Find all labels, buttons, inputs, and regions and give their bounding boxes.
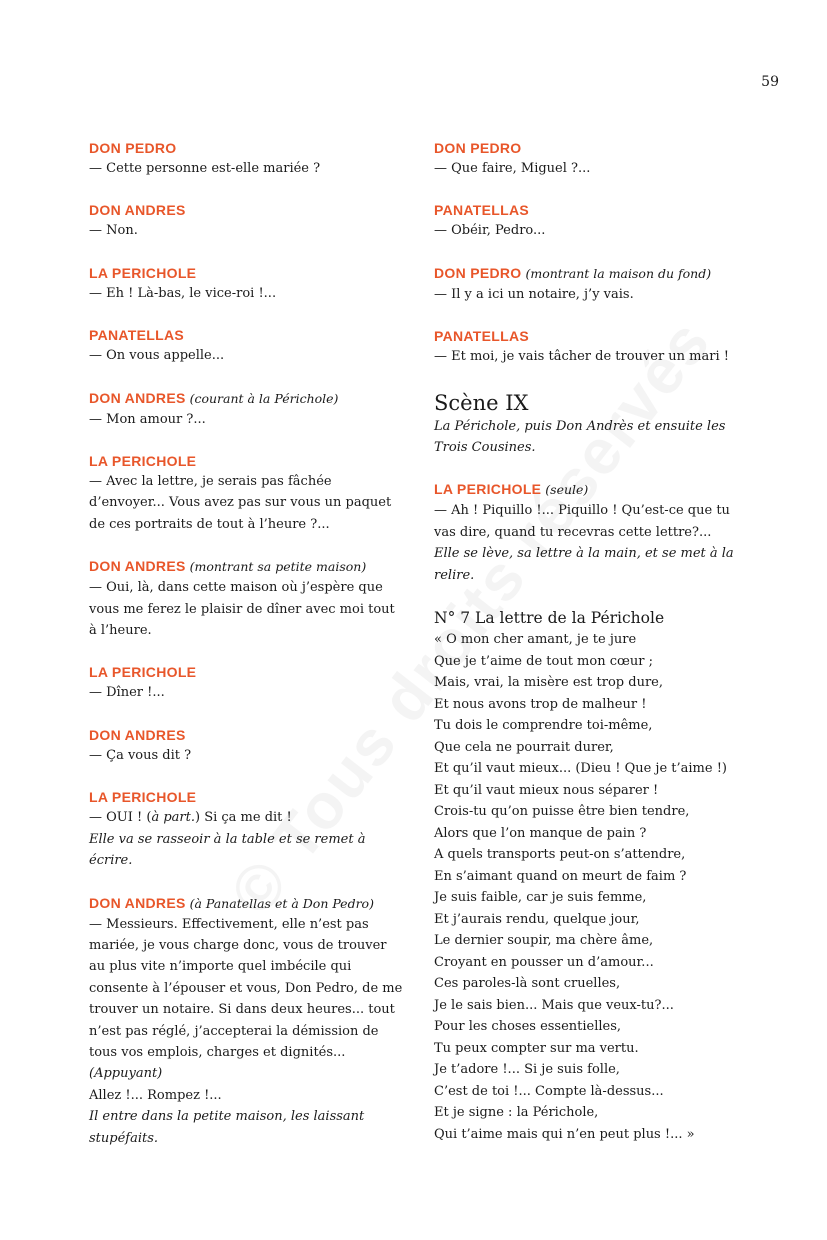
speaker-label: DON PEDRO <box>434 140 522 156</box>
dialogue-block <box>89 787 404 871</box>
verse-line: Je suis faible, car je suis femme, <box>434 890 647 906</box>
verse-line: Qui t’aime mais qui n’en peut plus !... » <box>434 1126 695 1142</box>
speaker-name <box>434 263 774 284</box>
dialogue-line: — Ça vous dit ? <box>89 747 192 763</box>
dialogue-line: — Mon amour ?... <box>89 411 206 427</box>
stage-direction: (à Panatellas et à Don Pedro) <box>185 895 374 911</box>
speaker-name <box>434 479 774 500</box>
dialogue-line: Elle va se rasseoir à la table et se remet à écrire. <box>89 831 366 869</box>
right-dialogue-after-scene <box>434 479 774 586</box>
speaker-label: DON ANDRES <box>89 894 186 911</box>
dialogue-block <box>89 662 404 703</box>
dialogue-line: au plus vite n’importe quel imbécile qui <box>89 959 352 975</box>
verse-line: Et qu’il vaut mieux nous séparer ! <box>434 782 659 798</box>
song-title: N° 7 La lettre de la Périchole <box>434 609 665 628</box>
verse-line: Tu peux compter sur ma vertu. <box>434 1040 639 1056</box>
speaker-label: PANATELLAS <box>434 202 530 219</box>
dialogue-line: mariée, je vous charge donc, vous de trouver <box>89 937 387 953</box>
dialogue-block <box>434 326 774 367</box>
speaker-name <box>89 325 404 345</box>
verse-line: Je le sais bien... Mais que veux-tu?... <box>434 997 674 1013</box>
verse-line: Je t’adore !... Si je suis folle, <box>434 1062 620 1078</box>
left-column <box>89 138 404 1170</box>
speaker-label: DON ANDRES <box>89 726 186 743</box>
dialogue-line: — Eh ! Là-bas, le vice-roi !... <box>89 285 277 301</box>
dialogue-line: Il entre dans la petite maison, les laissant <box>89 1109 365 1125</box>
page-number: 59 <box>761 74 779 90</box>
dialogue-line: trouver un notaire. Si dans deux heures... tout <box>89 1002 395 1018</box>
speaker-label: LA PERICHOLE <box>89 264 197 281</box>
verse-line: Croyant en pousser un d’amour... <box>434 954 654 970</box>
dialogue-block <box>89 725 404 766</box>
dialogue-block <box>434 479 774 586</box>
speaker-label: LA PERICHOLE <box>434 481 542 498</box>
speaker-name <box>89 263 404 283</box>
dialogue-line: à l’heure. <box>89 623 152 639</box>
speaker-name <box>434 326 774 346</box>
speaker-label: DON ANDRES <box>89 202 186 219</box>
stage-direction: (montrant la maison du fond) <box>521 265 712 281</box>
dialogue-line: — Messieurs. Effectivement, elle n’est pas <box>89 916 369 932</box>
speaker-label: DON PEDRO <box>434 264 522 281</box>
dialogue-block <box>89 138 404 179</box>
speaker-name <box>89 556 404 577</box>
dialogue-line: — Ah ! Piquillo !... Piquillo ! Qu’est-ce que tu <box>434 503 730 519</box>
verse-line: C’est de toi !... Compte là-dessus... <box>434 1083 664 1099</box>
speaker-label: DON ANDRES <box>89 389 186 406</box>
dialogue-line: vas dire, quand tu recevras cette lettre?... <box>434 524 712 540</box>
dialogue-line: Allez !... Rompez !... <box>89 1087 222 1103</box>
verse-line: Mais, vrai, la misère est trop dure, <box>434 675 663 691</box>
dialogue-line: vous me ferez le plaisir de dîner avec moi tout <box>89 601 395 617</box>
dialogue-line: — On vous appelle... <box>89 348 225 364</box>
speaker-name <box>89 451 404 471</box>
dialogue-line: — Avec la lettre, je serais pas fâchée <box>89 474 332 490</box>
verse-line: Ces paroles-là sont cruelles, <box>434 976 621 992</box>
dialogue-line: de ces portraits de tout à l’heure ?... <box>89 516 330 532</box>
scene-subtitle-line: Trois Cousines. <box>434 440 536 456</box>
verse-line: Pour les choses essentielles, <box>434 1019 622 1035</box>
dialogue-block <box>89 388 404 430</box>
dialogue-block <box>89 200 404 241</box>
speaker-name <box>89 787 404 807</box>
dialogue-line: — Et moi, je vais tâcher de trouver un mari ! <box>434 349 729 365</box>
dialogue-block <box>434 200 774 241</box>
verse-line: Alors que l’on manque de pain ? <box>434 825 647 841</box>
scene-subtitle <box>434 416 774 459</box>
dialogue-line: — OUI ! (à part.) Si ça me dit ! <box>89 810 292 826</box>
stage-direction: (courant à la Périchole) <box>185 390 339 406</box>
dialogue-line: — Dîner !... <box>89 685 165 701</box>
speaker-label: DON PEDRO <box>89 140 177 156</box>
verse-line: Et qu’il vaut mieux... (Dieu ! Que je t’aime !) <box>434 761 727 777</box>
dialogue-line: consente à l’épouser et vous, Don Pedro, de me <box>89 980 403 996</box>
right-dialogue <box>434 138 774 368</box>
dialogue-block <box>89 451 404 535</box>
dialogue-line: — Il y a ici un notaire, j’y vais. <box>434 286 634 302</box>
dialogue-line: n’est pas réglé, j’accepterai la démission de <box>89 1023 379 1039</box>
verse-line: En s’aimant quand on meurt de faim ? <box>434 868 687 884</box>
speaker-name <box>89 388 404 409</box>
scene-subtitle-line: La Périchole, puis Don Andrès et ensuite les <box>434 418 726 434</box>
speaker-label: PANATELLAS <box>434 328 530 345</box>
dialogue-line: (Appuyant) <box>89 1066 163 1082</box>
dialogue-line: stupéfaits. <box>89 1130 159 1146</box>
speaker-label: LA PERICHOLE <box>89 664 197 681</box>
verse-line: Crois-tu qu’on puisse être bien tendre, <box>434 804 690 820</box>
dialogue-line: — Obéir, Pedro... <box>434 223 546 239</box>
speaker-name <box>89 662 404 682</box>
verse-line: Et je signe : la Périchole, <box>434 1105 599 1121</box>
speaker-name <box>89 725 404 745</box>
dialogue-line: — Cette personne est-elle mariée ? <box>89 161 321 176</box>
verse-line: « O mon cher amant, je te jure <box>434 632 637 648</box>
speaker-name <box>434 138 774 158</box>
speaker-label: PANATELLAS <box>89 327 185 344</box>
dialogue-line: — Non. <box>89 223 138 239</box>
verse-line: A quels transports peut-on s’attendre, <box>434 847 686 863</box>
song-verses <box>434 629 774 1145</box>
speaker-name <box>89 138 404 158</box>
scene-title: Scène IX <box>434 390 529 415</box>
speaker-name <box>89 893 404 914</box>
dialogue-line: d’envoyer... Vous avez pas sur vous un paquet <box>89 495 392 511</box>
verse-line: Et nous avons trop de malheur ! <box>434 696 647 712</box>
stage-direction: (seule) <box>541 482 589 498</box>
verse-line: Le dernier soupir, ma chère âme, <box>434 933 654 949</box>
speaker-label: LA PERICHOLE <box>89 453 197 470</box>
stage-direction: (montrant sa petite maison) <box>185 559 367 575</box>
speaker-name <box>434 200 774 220</box>
verse-line: Et j’aurais rendu, quelque jour, <box>434 911 640 927</box>
dialogue-block <box>434 263 774 305</box>
dialogue-line: — Oui, là, dans cette maison où j’espère que <box>89 580 383 596</box>
dialogue-block <box>89 893 404 1149</box>
dialogue-block <box>89 556 404 641</box>
dialogue-block <box>89 325 404 366</box>
speaker-label: LA PERICHOLE <box>89 789 197 806</box>
dialogue-block <box>89 263 404 304</box>
speaker-name <box>89 200 404 220</box>
verse-line: Que cela ne pourrait durer, <box>434 739 614 755</box>
dialogue-line: tous vos emplois, charges et dignités... <box>89 1044 346 1060</box>
speaker-label: DON ANDRES <box>89 558 186 575</box>
dialogue-line: Elle se lève, sa lettre à la main, et se met à la relire. <box>434 546 734 583</box>
dialogue-block <box>434 138 774 179</box>
dialogue-line: — Que faire, Miguel ?... <box>434 161 591 176</box>
verse-line: Que je t’aime de tout mon cœur ; <box>434 653 653 669</box>
right-column <box>434 138 774 1145</box>
verse-line: Tu dois le comprendre toi-même, <box>434 718 653 734</box>
